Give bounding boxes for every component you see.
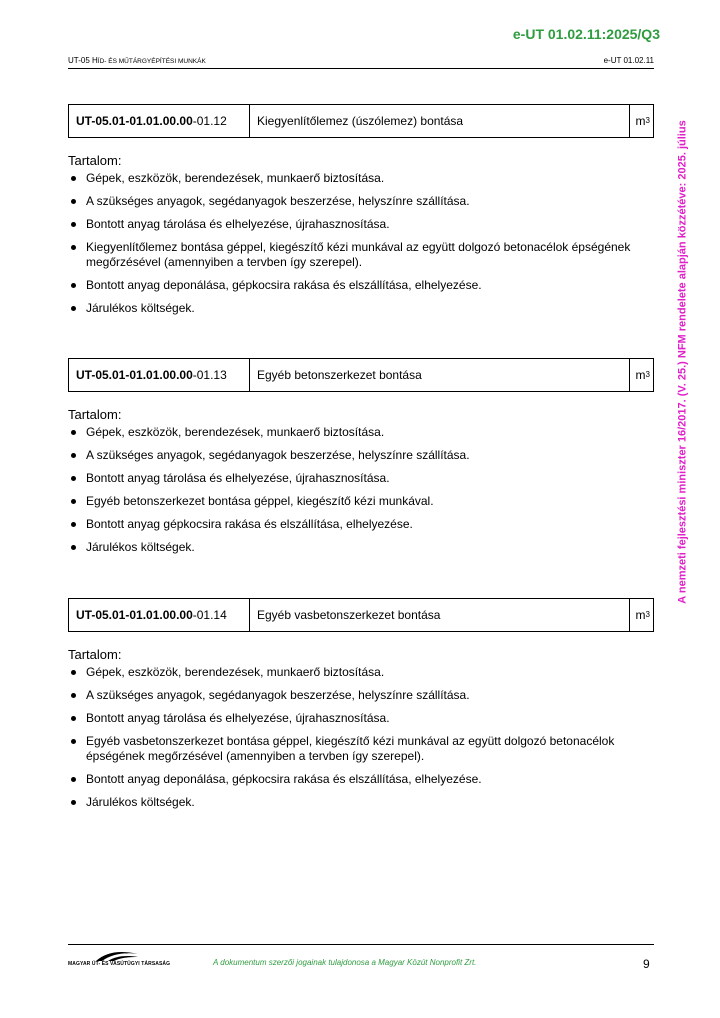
item-code-suffix: -01.12 (192, 114, 227, 128)
item-code-suffix: -01.14 (192, 608, 227, 622)
list-item: Gépek, eszközök, berendezések, munkaerő biztosítása. (68, 425, 654, 440)
list-item: Bontott anyag tárolása és elhelyezése, újrahasznosítása. (68, 471, 654, 486)
chapter-title-prefix: UT-05 H (68, 56, 98, 65)
list-item: Gépek, eszközök, berendezések, munkaerő biztosítása. (68, 665, 654, 680)
list-item: Járulékos költségek. (68, 540, 654, 555)
society-logo-text: MAGYAR ÚT- ÉS VASÚTÜGYI TÁRSASÁG (68, 961, 171, 967)
content-list (68, 425, 654, 555)
list-item: Bontott anyag deponálása, gépkocsira rakása és elszállítása, elhelyezése. (68, 278, 654, 293)
item-section-1 (68, 104, 654, 324)
chapter-title (68, 56, 206, 65)
item-code-cell (69, 359, 250, 391)
unit-base: m (635, 608, 646, 622)
item-name: Kiegyenlítőlemez (úszólemez) bontása (250, 105, 630, 137)
content-label: Tartalom: (68, 153, 122, 168)
list-item: Gépek, eszközök, berendezések, munkaerő biztosítása. (68, 171, 654, 186)
list-item: Bontott anyag gépkocsira rakása és elszállítása, elhelyezése. (68, 517, 654, 532)
item-name: Egyéb betonszerkezet bontása (250, 359, 630, 391)
document-code: e-UT 01.02.11:2025/Q3 (512, 26, 660, 42)
list-item: Kiegyenlítőlemez bontása géppel, kiegészítő kézi munkával az együtt dolgozó betonacélok épségének megőrzésével (amennyiben a tervben így szerepel). (68, 240, 654, 270)
content-label: Tartalom: (68, 407, 122, 422)
list-item: A szükséges anyagok, segédanyagok beszerzése, helyszínre szállítása. (68, 688, 654, 703)
item-unit: m 3 (635, 368, 650, 382)
item-unit: m 3 (635, 114, 650, 128)
item-name: Egyéb vasbetonszerkezet bontása (250, 599, 630, 631)
list-item: Bontott anyag deponálása, gépkocsira rakása és elszállítása, elhelyezése. (68, 772, 654, 787)
item-code-bold: UT-05.01-01.01.00.00 (76, 608, 193, 622)
item-header-table (68, 598, 654, 632)
list-item: A szükséges anyagok, segédanyagok beszerzése, helyszínre szállítása. (68, 448, 654, 463)
content-list (68, 665, 654, 810)
unit-base: m (635, 368, 646, 382)
list-item: Bontott anyag tárolása és elhelyezése, újrahasznosítása. (68, 711, 654, 726)
item-header-table (68, 358, 654, 392)
side-publication-note (671, 96, 695, 628)
item-code-bold: UT-05.01-01.01.00.00 (76, 114, 193, 128)
side-publication-note-text: A nemzeti fejlesztési miniszter 16/2017. (V. 25.) NFM rendelete alapján közzétéve: 2025. július (677, 120, 690, 604)
item-header-table (68, 104, 654, 138)
item-code-bold: UT-05.01-01.01.00.00 (76, 368, 193, 382)
content-list (68, 171, 654, 316)
item-code-cell (69, 599, 250, 631)
list-item: Járulékos költségek. (68, 795, 654, 810)
content-label: Tartalom: (68, 647, 122, 662)
copyright-note: A dokumentum szerzői jogainak tulajdonosa a Magyar Közút Nonprofit Zrt. (213, 958, 477, 967)
list-item: Bontott anyag tárolása és elhelyezése, újrahasznosítása. (68, 217, 654, 232)
header-document-id: e-UT 01.02.11 (603, 56, 654, 65)
item-unit: m 3 (635, 608, 650, 622)
list-item: Egyéb vasbetonszerkezet bontása géppel, kiegészítő kézi munkával az együtt dolgozó betonacélok épségének megőrzésével (amennyiben a tervben így szerepel). (68, 734, 654, 764)
chapter-title-rest: ÍD- ÉS MŰTÁRGYÉPÍTÉSI MUNKÁK (97, 58, 206, 65)
list-item: Egyéb betonszerkezet bontása géppel, kiegészítő kézi munkával. (68, 494, 654, 509)
item-section-2 (68, 358, 654, 563)
item-code-suffix: -01.13 (192, 368, 227, 382)
society-logo (68, 950, 171, 970)
page-header (68, 56, 654, 69)
footer-divider (68, 944, 654, 945)
item-section-3 (68, 598, 654, 818)
list-item: Járulékos költségek. (68, 301, 654, 316)
item-code-cell (69, 105, 250, 137)
list-item: A szükséges anyagok, segédanyagok beszerzése, helyszínre szállítása. (68, 194, 654, 209)
unit-base: m (635, 114, 646, 128)
page-number: 9 (643, 957, 650, 971)
